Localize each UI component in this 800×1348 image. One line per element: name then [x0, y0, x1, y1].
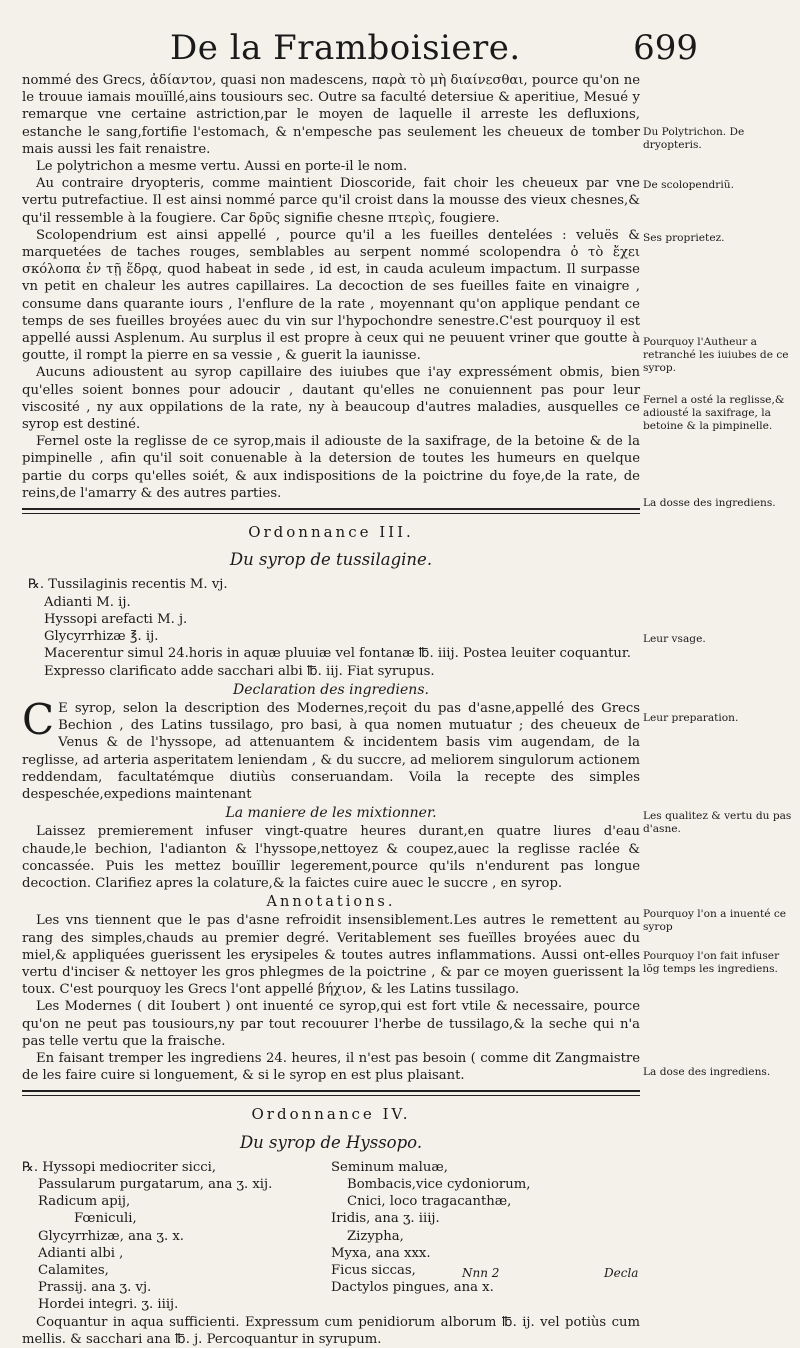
paragraph: Au contraire dryopteris, comme maintient Dioscoride, fait choir les cheueux par vne vertu putrefactiue. Il est ainsi nommé parce qu'il croist dans la mousse des vieux chesnes,& qu'il ressemble à la fougiere. Car δρῦς signifie chesne πτερὶς, fougiere.	[22, 176, 640, 226]
paragraph: Le polytrichon a mesme vertu. Aussi en porte-il le nom.	[36, 159, 408, 175]
recipe-line: Iridis, ana ʒ. iiij.	[331, 1211, 440, 1227]
paragraph: Aucuns adioustent au syrop capillaire des iuiubes que i'ay expressément obmis, bien qu'elles soient bonnes pour adoucir , dautant qu'elles ne conuiennent pas pour leur viscosité , ny aux oppilations de la rate, ny à beaucoup d'autres maladies, ausquelles ce syrop est destiné.	[22, 365, 640, 433]
recipe-line: Macerentur simul 24.horis in aquæ pluuiæ vel fontanæ ℔. iiij. Postea leuiter coquantur.	[44, 646, 631, 662]
page-header	[170, 28, 698, 78]
recipe-line: Hordei integri. ʒ. iiij.	[38, 1297, 179, 1313]
margin-note: Les qualitez & vertu du pas d'asne.	[643, 810, 792, 835]
recipe-columns	[22, 1159, 640, 1314]
recipe-line: Glycyrrhizæ ℥. ij.	[44, 629, 159, 645]
margin-note: Pourquoy l'Autheur a retranché les iuiubes de ce syrop.	[643, 336, 789, 374]
recipe-column-left	[22, 1159, 331, 1314]
subsection-title: Declaration des ingrediens.	[233, 681, 429, 698]
annotations-heading: Annotations.	[266, 894, 396, 911]
paragraph: Scolopendrium est ainsi appellé , pource qu'il a les fueilles dentelées : veluës & marquetées de taches rouges, semblables au serpent nommé scolopendra ὁ τὸ ἔχει σκόλοπα ἐν τῇ ἕδρᾳ, quod habeat in sede , id est, in cauda aculeum impactum. Il surpasse vn petit en chaleur les autres capillaires. La decoction de ses fueilles faite en vinaigre , consume dans quarante iours , l'enflure de la rate , moyennant qu'on applique pendant ce temps de ses fueilles broyées auec du vin sur l'hypochondre senestre.C'est pourquoy il est appellé aussi Asplenum. Au surplus il est propre à ceux qui ne peuuent vriner que goutte à goutte, il rompt la pierre en sa vessie , & guerit la iaunisse.	[22, 227, 640, 364]
recipe-line: Prassij. ana ʒ. vj.	[38, 1280, 152, 1296]
margin-note: La dosse des ingrediens.	[643, 497, 776, 509]
section-title: Du syrop de Hyssopo.	[239, 1132, 423, 1152]
margin-note: Leur vsage.	[643, 633, 706, 645]
recipe-column-right	[331, 1159, 640, 1314]
recipe-line: Zizypha,	[347, 1228, 404, 1244]
recipe-line: Fœniculi,	[74, 1211, 137, 1227]
paragraph: nommé des Grecs, ἀδίαντον, quasi non madescens, παρὰ τὸ μὴ διαίνεσθαι, pource qu'on ne le trouue iamais mouïllé,ains tousiours sec. Outre sa faculté detersiue & aperitiue, Mesué y remarque vne certaine astriction,par le moyen de laquelle il arreste les defluxions, estanche le sang,fortifie l'estomach, & n'empesche pas seulement les cheueux de tomber mais aussi les fait renaistre.	[22, 73, 640, 157]
drop-cap: C	[22, 694, 55, 744]
margin-note: Leur preparation.	[643, 712, 739, 724]
paragraph: En faisant tremper les ingrediens 24. heures, il n'est pas besoin ( comme dit Zangmaistre de les faire cuire si longuement, & si le syrop en est plus plaisant.	[22, 1050, 640, 1084]
recipe-line: Dactylos pingues, ana x.	[331, 1280, 494, 1296]
paragraph: Coquantur in aqua sufficienti. Expressum cum penidiorum alborum ℔. ij. vel potiùs cum mellis. & sacchari ana ℔. j. Percoquantur in syrupum.	[22, 1314, 640, 1347]
margin-note: Ses proprietez.	[643, 232, 725, 244]
recipe	[22, 576, 640, 679]
section-title: Du syrop de tussilagine.	[229, 550, 433, 570]
margin-note: Du Polytrichon. De dryopteris.	[643, 126, 745, 151]
section-divider	[22, 1090, 640, 1096]
ordonnance-heading: Ordonnance III.	[248, 523, 414, 542]
section-divider	[22, 508, 640, 514]
margin-note: Fernel a osté la reglisse,& adiousté la saxifrage, la betoine & la pimpinelle.	[643, 394, 785, 432]
margin-note: Pourquoy l'on a inuenté ce syrop	[643, 908, 787, 933]
paragraph: Les Modernes ( dit Ioubert ) ont inuenté ce syrop,qui est fort vtile & necessaire, pource qu'on ne peut pas tousiours,ny par tout recouurer l'herbe de tussilago,& la seche qui n'a pas telle vertu que la fraische.	[22, 999, 640, 1049]
recipe-line: Expresso clarificato adde sacchari albi ℔. iij. Fiat syrupus.	[44, 663, 435, 679]
running-title: De la Framboisiere.	[170, 28, 521, 68]
paragraph-text: E syrop, selon la description des Modernes,reçoit du pas d'asne,appellé des Grecs Bechion , des Latins tussilago, pro basi, à qua nomen mutuatur ; des cheueux de Venus & de l'hyssope, ad attenuantem & incidentem basis vim augendam, de la reglisse, ad arteria asperitatem leniendam , & du succre, ad meliorem singulorum actionem reddendam, facultatémque diutiùs conseruandam. Voila la recepte des simples despeschée,expedions maintenant	[22, 700, 640, 802]
recipe-line: Bombacis,vice cydoniorum,	[347, 1176, 531, 1192]
subsection-title: La maniere de les mixtionner.	[225, 805, 437, 822]
signature-mark: Nnn 2	[462, 1266, 500, 1280]
ordonnance-heading: Ordonnance IV.	[251, 1105, 411, 1124]
recipe-line: Adianti M. ij.	[44, 594, 131, 610]
margin-note: Pourquoy l'on fait infuser lõg temps les ingrediens.	[643, 950, 780, 975]
recipe-line: Ficus siccas,	[331, 1263, 416, 1278]
paragraph	[22, 694, 640, 803]
margin-note: La dose des ingrediens.	[643, 1066, 771, 1078]
catchword: Decla	[604, 1266, 639, 1280]
main-text-column	[22, 72, 640, 1348]
recipe-line: ℞. Hyssopi mediocriter sicci,	[22, 1159, 217, 1175]
recipe-line: Calamites,	[38, 1263, 109, 1278]
recipe-line: Seminum maluæ,	[331, 1159, 448, 1175]
recipe-line: Adianti albi ,	[38, 1245, 124, 1261]
recipe-line: Cnici, loco tragacanthæ,	[347, 1194, 512, 1210]
recipe-line: Hyssopi arefacti M. j.	[44, 611, 188, 627]
recipe-line: Myxa, ana xxx.	[331, 1245, 431, 1261]
page-number: 699	[633, 28, 698, 68]
paragraph: Laissez premierement infuser vingt-quatre heures durant,en quatre liures d'eau chaude,le bechion, l'adianton & l'hyssope,nettoyez & coupez,auec la reglisse raclée & concassée. Puis les mettez bouïllir legerement,pource qu'ils n'endurent pas longue decoction. Clarifiez apres la colature,& la faictes cuire auec le succre , en syrop.	[22, 824, 640, 891]
recipe-line: Radicum apij,	[38, 1194, 131, 1210]
recipe-line: ℞. Tussilaginis recentis M. vj.	[28, 577, 228, 593]
recipe-line: Passularum purgatarum, ana ʒ. xij.	[38, 1176, 273, 1192]
paragraph: Les vns tiennent que le pas d'asne refroidit insensiblement.Les autres le remettent au rang des simples,chauds au premier degré. Veritablement ses fueïlles broyées auec du miel,& appliquées guerissent les erysipeles & toutes autres inflammations. Aussi ont-elles vertu d'inciser & nettoyer les gros phlegmes de la poictrine , & par ce moyen guerissent la toux. C'est pourquoy les Grecs l'ont appellé βήχιον, & les Latins tussilago.	[22, 913, 640, 998]
recipe-line: Glycyrrhizæ, ana ʒ. x.	[38, 1228, 184, 1244]
paragraph: Fernel oste la reglisse de ce syrop,mais il adiouste de la saxifrage, de la betoine & de la pimpinelle , afin qu'il soit conuenable à la detersion de toutes les humeurs en quelque partie du corps qu'elles soiét, & aux indispositions de la poictrine du foye,de la rate, de reins,de l'amarry & des autres parties.	[22, 434, 640, 501]
margin-note: De scolopendriũ.	[643, 179, 734, 191]
